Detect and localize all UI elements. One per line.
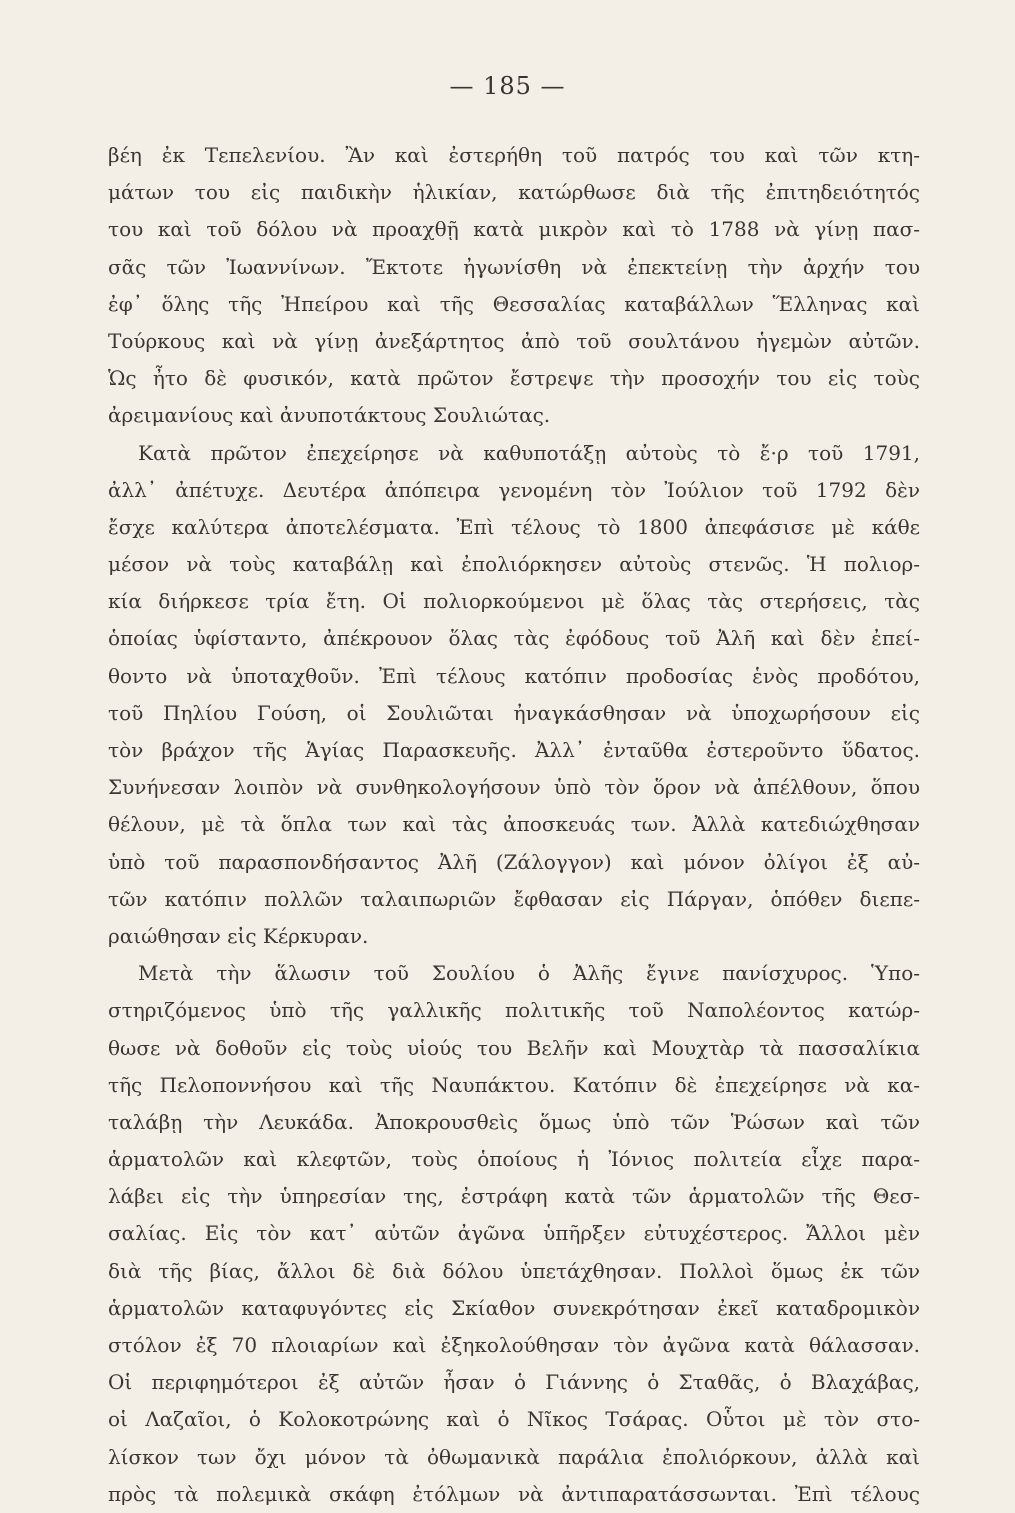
text-line: ἁρματολῶν καταφυγόντες εἰς Σκίαθον συνεκρότησαν ἐκεῖ καταδρομικὸν	[108, 1295, 920, 1320]
text-line: θέλουν, μὲ τὰ ὅπλα των καὶ τὰς ἀποσκευάς των. Ἀλλὰ κατεδιώχθησαν	[108, 812, 920, 837]
text-line: ἔσχε καλύτερα ἀποτελέσματα. Ἐπὶ τέλους τὸ 1800 ἀπεφάσισε μὲ κάθε	[108, 514, 920, 539]
text-line: στηριζόμενος ὑπὸ τῆς γαλλικῆς πολιτικῆς τοῦ Ναπολέοντος κατώρ-	[108, 998, 920, 1023]
text-line: ταλάβῃ τὴν Λευκάδα. Ἀποκρουσθεὶς ὅμως ὑπὸ τῶν Ῥώσων καὶ τῶν	[108, 1109, 920, 1134]
text-line: οἱ Λαζαῖοι, ὁ Κολοκοτρώνης καὶ ὁ Νῖκος Τσάρας. Οὗτοι μὲ τὸν στο-	[108, 1407, 920, 1432]
text-line: ἀλλ᾽ ἀπέτυχε. Δευτέρα ἀπόπειρα γενομένη τὸν Ἰούλιον τοῦ 1792 δὲν	[108, 477, 920, 502]
text-line: τὸν βράχον τῆς Ἁγίας Παρασκευῆς. Ἀλλ᾽ ἐνταῦθα ἐστεροῦντο ὕδατος.	[108, 738, 920, 762]
text-line: σᾶς τῶν Ἰωαννίνων. Ἔκτοτε ἠγωνίσθη νὰ ἐπεκτείνῃ τὴν ἀρχήν του	[108, 254, 920, 279]
text-line: Κατὰ πρῶτον ἐπεχείρησε νὰ καθυποτάξῃ αὐτοὺς τὸ ἔ·ρ τοῦ 1791,	[138, 440, 920, 465]
body-text	[108, 137, 920, 1513]
text-line: Συνήνεσαν λοιπὸν νὰ συνθηκολογήσουν ὑπὸ τὸν ὅρον νὰ ἀπέλθουν, ὅπου	[108, 775, 920, 800]
text-line: του καὶ τοῦ δόλου νὰ προαχθῇ κατὰ μικρὸν καὶ τὸ 1788 νὰ γίνῃ πασ-	[108, 217, 920, 242]
text-line: κία διήρκεσε τρία ἔτη. Οἱ πολιορκούμενοι μὲ ὅλας τὰς στερήσεις, τὰς	[108, 589, 920, 614]
text-line: διὰ τῆς βίας, ἄλλοι δὲ διὰ δόλου ὑπετάχθησαν. Πολλοὶ ὅμως ἐκ τῶν	[108, 1258, 920, 1283]
text-line: Τούρκους καὶ νὰ γίνῃ ἀνεξάρτητος ἀπὸ τοῦ σουλτάνου ἡγεμὼν αὐτῶν.	[108, 328, 920, 353]
text-line: θωσε νὰ δοθοῦν εἰς τοὺς υἱούς του Βελῆν καὶ Μουχτὰρ τὰ πασσαλίκια	[108, 1035, 920, 1060]
text-line: ἁρματολῶν καὶ κλεφτῶν, τοὺς ὁποίους ἡ Ἰόνιος πολιτεία εἶχε παρα-	[108, 1147, 920, 1172]
text-line: θοντο νὰ ὑποταχθοῦν. Ἐπὶ τέλους κατόπιν προδοσίας ἑνὸς προδότου,	[108, 663, 920, 688]
text-line: στόλον ἐξ 70 πλοιαρίων καὶ ἐξηκολούθησαν τὸν ἀγῶνα κατὰ θάλασσαν.	[108, 1333, 920, 1357]
text-line: λάβει εἰς τὴν ὑπηρεσίαν της, ἐστράφη κατὰ τῶν ἁρματολῶν τῆς Θεσ-	[108, 1184, 920, 1209]
page-number: — 185 —	[449, 72, 566, 100]
text-line: ὑπὸ τοῦ παρασπονδήσαντος Ἀλῆ (Ζάλογγον) καὶ μόνον ὀλίγοι ἐξ αὐ-	[108, 849, 920, 874]
text-line: ἐφ᾽ ὅλης τῆς Ἠπείρου καὶ τῆς Θεσσαλίας καταβάλλων Ἕλληνας καὶ	[108, 291, 920, 316]
text-line: Ὡς ἦτο δὲ φυσικόν, κατὰ πρῶτον ἔστρεψε τὴν προσοχήν του εἰς τοὺς	[108, 366, 920, 391]
text-line: μέσον νὰ τοὺς καταβάλῃ καὶ ἐπολιόρκησεν αὐτοὺς στενῶς. Ἡ πολιορ-	[108, 552, 920, 577]
text-line: Μετὰ τὴν ἅλωσιν τοῦ Σουλίου ὁ Ἀλῆς ἔγινε πανίσχυρος. Ὑπο-	[138, 961, 920, 986]
text-line: μάτων του εἰς παιδικὴν ἡλικίαν, κατώρθωσε διὰ τῆς ἐπιτηδειότητός	[108, 180, 920, 205]
text-line: λίσκον των ὄχι μόνον τὰ ὀθωμανικὰ παράλια ἐπολιόρκουν, ἀλλὰ καὶ	[108, 1444, 920, 1469]
text-line: τῶν κατόπιν πολλῶν ταλαιπωριῶν ἔφθασαν εἰς Πάργαν, ὁπόθεν διεπε-	[108, 886, 920, 911]
text-line: πρὸς τὰ πολεμικὰ σκάφη ἐτόλμων νὰ ἀντιπαρατάσσωνται. Ἐπὶ τέλους	[108, 1481, 920, 1506]
text-line: σαλίας. Εἰς τὸν κατ᾽ αὐτῶν ἀγῶνα ὑπῆρξεν εὐτυχέστερος. Ἄλλοι μὲν	[108, 1221, 920, 1246]
text-line: τοῦ Πηλίου Γούση, οἱ Σουλιῶται ἠναγκάσθησαν νὰ ὑποχωρήσουν εἰς	[108, 700, 920, 725]
text-line: τῆς Πελοποννήσου καὶ τῆς Ναυπάκτου. Κατόπιν δὲ ἐπεχείρησε νὰ κα-	[108, 1072, 920, 1097]
text-line: ἀρειμανίους καὶ ἀνυποτάκτους Σουλιώτας.	[108, 403, 551, 428]
text-line: βέη ἐκ Τεπελενίου. Ἂν καὶ ἐστερήθη τοῦ πατρός του καὶ τῶν κτη-	[108, 143, 920, 167]
text-line: ὁποίας ὑφίσταντο, ἀπέκρουον ὅλας τὰς ἐφόδους τοῦ Ἀλῆ καὶ δὲν ἐπεί-	[108, 626, 920, 651]
text-line: ραιώθησαν εἰς Κέρκυραν.	[108, 923, 369, 948]
text-line: Οἱ περιφημότεροι ἐξ αὐτῶν ἦσαν ὁ Γιάννης ὁ Σταθᾶς, ὁ Βλαχάβας,	[108, 1370, 920, 1395]
